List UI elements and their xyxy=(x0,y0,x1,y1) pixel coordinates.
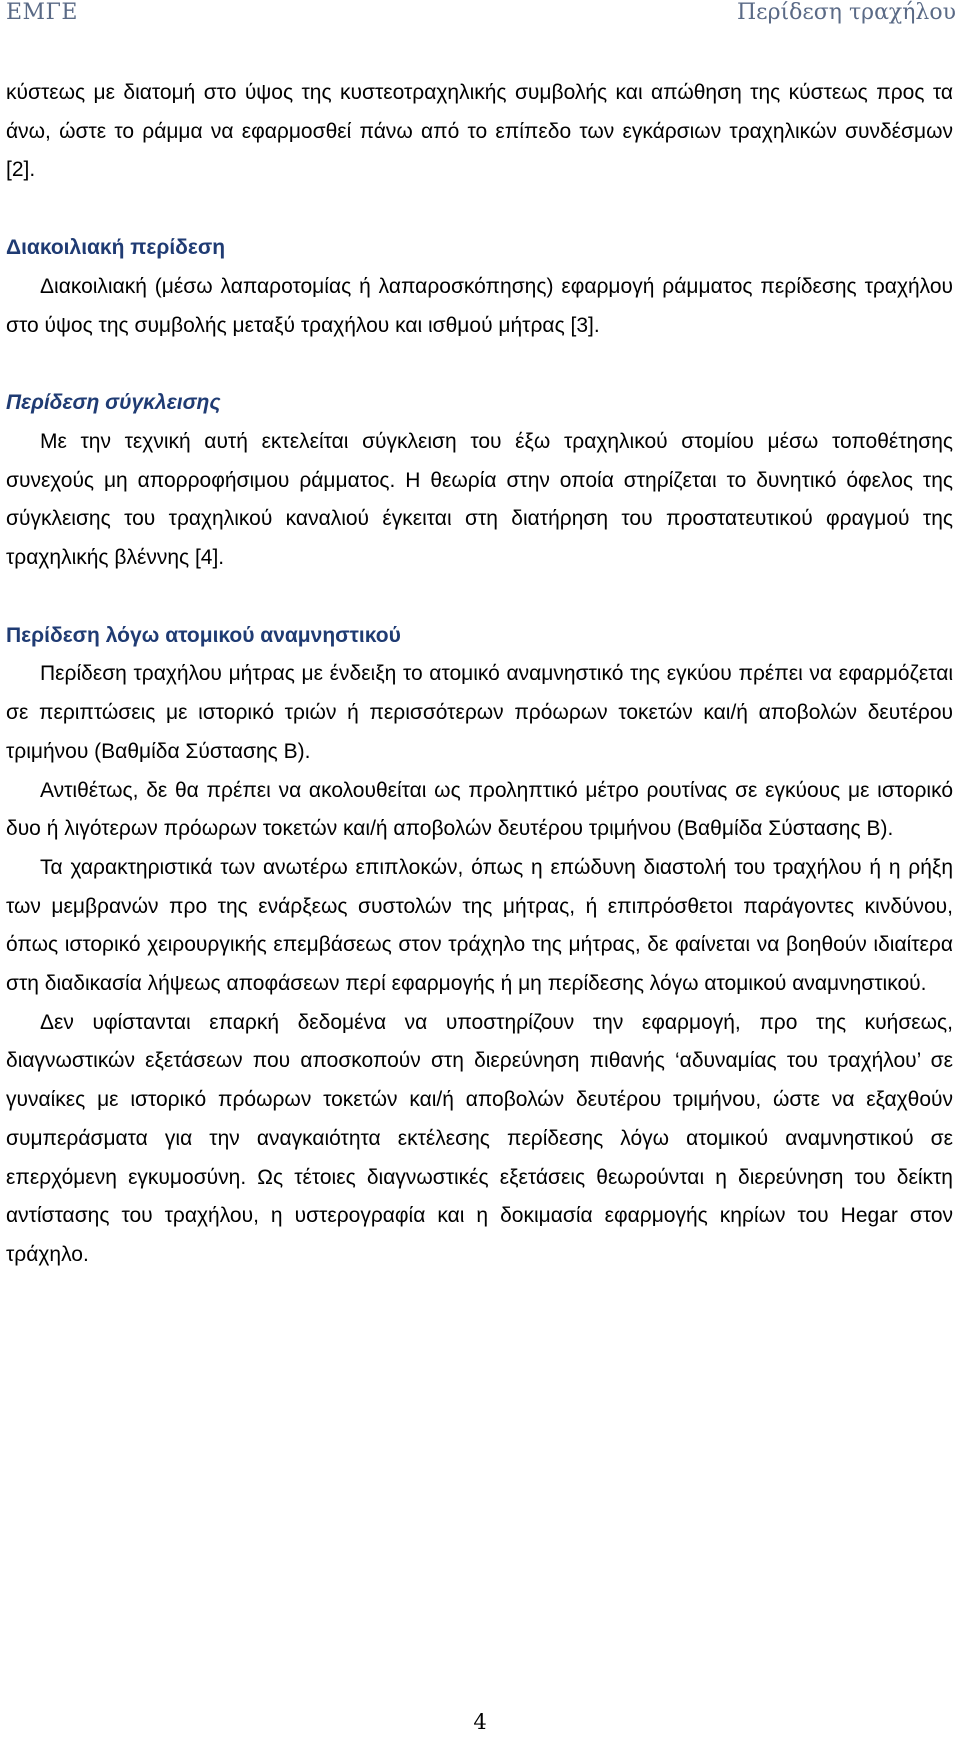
header-left: ΕΜΓΕ xyxy=(6,0,78,25)
history-paragraph-4: Δεν υφίστανται επαρκή δεδομένα να υποστηρίζουν την εφαρμογή, προ της κυήσεως, διαγνωστικών εξετάσεων που αποσκοπούν στη διερεύνηση πιθανής ‘αδυναμίας του τραχήλου’ σε γυναίκες με ιστορικό πρόωρων τοκετών και/ή αποβολών δευτέρου τριμήνου, ώστε να εξαχθούν συμπεράσματα για την αναγκαιότητα εκτέλεσης περίδεσης λόγω ατομικού αναμνηστικού σε επερχόμενη εγκυμοσύνη. Ως τέτοιες διαγνωστικές εξετάσεις θεωρούνται η διερεύνηση του δείκτη αντίστασης του τραχήλου, η υστερογραφία και η δοκιμασία εφαρμογής κηρίων του Hegar στον τράχηλο. xyxy=(6,1010,953,1266)
history-paragraph-1: Περίδεση τραχήλου μήτρας με ένδειξη το ατομικό αναμνηστικό της εγκύου πρέπει να εφαρμόζεται σε περιπτώσεις με ιστορικό τριών ή περισσότερων πρόωρων τοκετών και/ή αποβολών δευτέρου τριμήνου (Βαθμίδα Σύστασης Β). xyxy=(6,662,953,763)
history-paragraph-3: Τα χαρακτηριστικά των ανωτέρω επιπλοκών, όπως η επώδυνη διαστολή του τραχήλου ή η ρήξη των μεμβρανών προ της ενάρξεως συστολών της μήτρας, ή επιπρόσθετοι παράγοντες κινδύνου, όπως ιστορικό χειρουργικής επεμβάσεως στον τράχηλο της μήτρας, δε φαίνεται να βοηθούν ιδιαίτερα στη διαδικασία λήψεως αποφάσεων περί εφαρμογής ή μη περίδεσης λόγω ατομικού αναμνηστικού. xyxy=(6,855,953,996)
section-heading-transabdominal: Διακοιλιακή περίδεση xyxy=(6,236,226,260)
section-heading-history: Περίδεση λόγω ατομικού αναμνηστικού xyxy=(6,623,401,647)
header-right: Περίδεση τραχήλου xyxy=(736,0,956,25)
occlusion-paragraph: Με την τεχνική αυτή εκτελείται σύγκλειση του έξω τραχηλικού στομίου μέσω τοποθέτησης συνεχούς μη απορροφήσιμου ράμματος. Η θεωρία στην οποία στηρίζεται το δυνητικό όφελος της σύγκλεισης του τραχηλικού καναλιού έγκειται στη διατήρηση του προστατευτικού φραγμού της τραχηλικής βλέννης [4]. xyxy=(6,429,953,570)
page-number: 4 xyxy=(473,1710,487,1734)
spacer xyxy=(6,578,953,617)
spacer xyxy=(6,345,953,384)
transabdominal-paragraph: Διακοιλιακή (μέσω λαπαροτομίας ή λαπαροσκόπησης) εφαρμογή ράμματος περίδεσης τραχήλου στο ύψος της συμβολής μεταξύ τραχήλου και ισθμού μήτρας [3]. xyxy=(6,274,953,337)
spacer xyxy=(6,190,953,229)
section-heading-occlusion: Περίδεση σύγκλεισης xyxy=(6,391,221,415)
intro-paragraph: κύστεως με διατομή στο ύψος της κυστεοτραχηλικής συμβολής και απώθηση της κύστεως προς τα άνω, ώστε το ράμμα να εφαρμοσθεί πάνω από το επίπεδο των εγκάρσιων τραχηλικών συνδέσμων [2]. xyxy=(6,81,953,182)
document-body xyxy=(6,74,953,1275)
history-paragraph-2: Αντιθέτως, δε θα πρέπει να ακολουθείται ως προληπτικό μέτρο ρουτίνας σε εγκύους με ιστορικό δυο ή λιγότερων πρόωρων τοκετών και/ή αποβολών δευτέρου τριμήνου (Βαθμίδα Σύστασης Β). xyxy=(6,778,953,841)
